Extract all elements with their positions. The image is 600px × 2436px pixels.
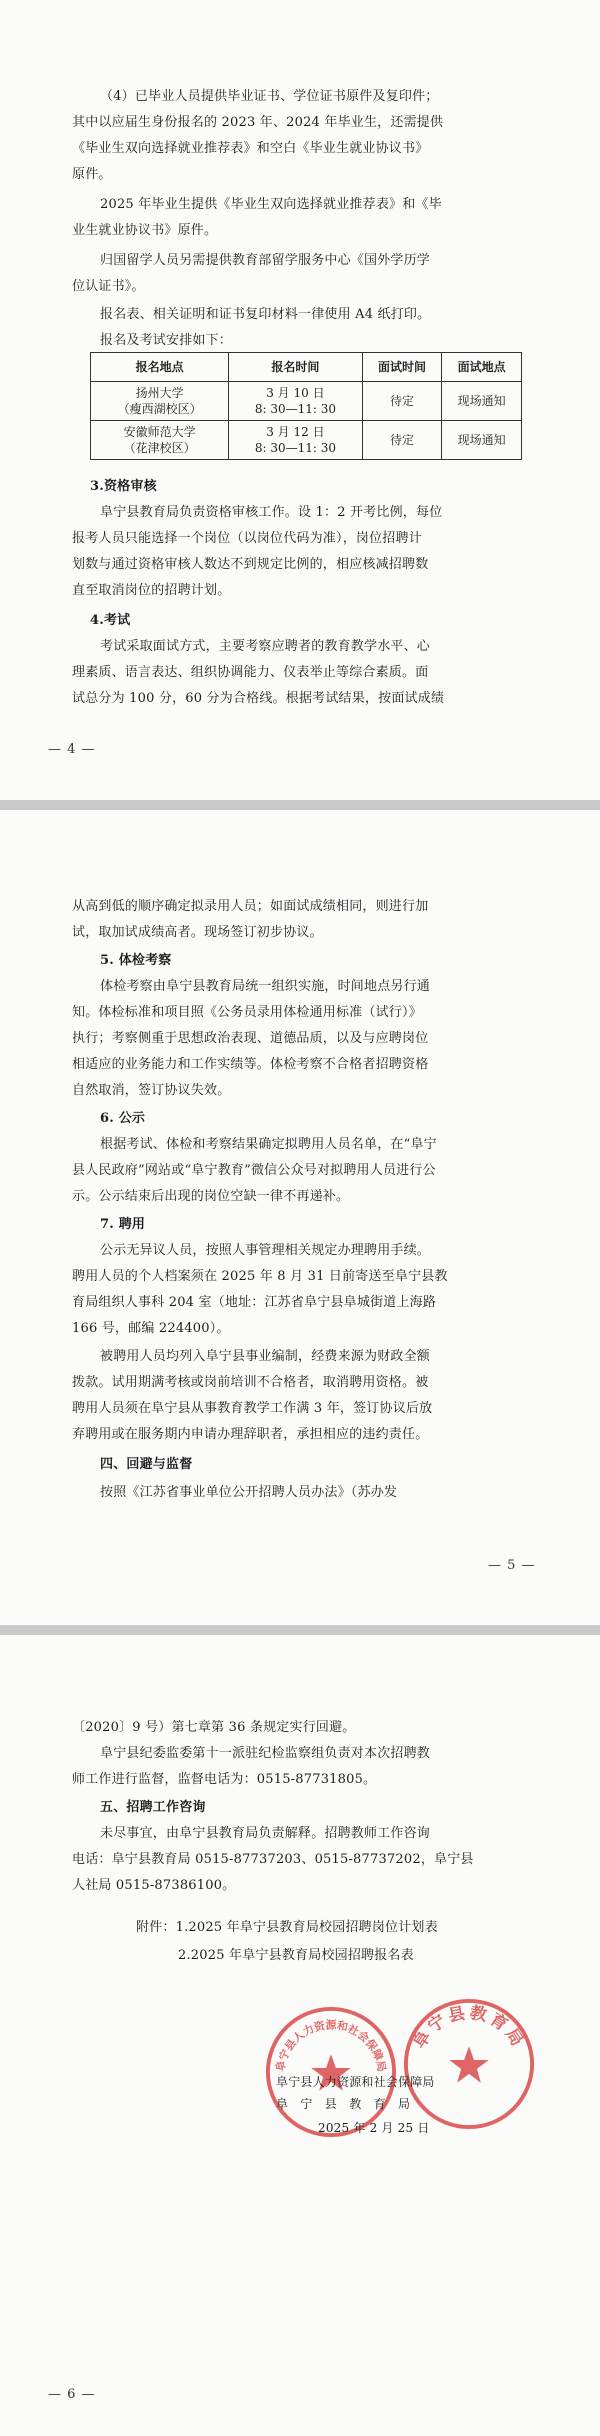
text-line: 位认证书》。 bbox=[72, 279, 145, 294]
text-line: 业生就业协议书》原件。 bbox=[72, 223, 218, 238]
cell-line: 3 月 10 日 bbox=[266, 386, 325, 400]
seal-edu-graphic bbox=[400, 1995, 538, 2133]
text-line: 电话：阜宁县教育局 0515-87737203、0515-87737202，阜宁县 bbox=[72, 1852, 474, 1867]
table-header: 面试地点 bbox=[442, 353, 522, 382]
cell-line: 安徽师范大学 bbox=[123, 425, 196, 439]
text-line: 从高到低的顺序确定拟录用人员；如面试成绩相同，则进行加 bbox=[72, 899, 429, 914]
text-line: 划数与通过资格审核人数达不到规定比例的，相应核减招聘数 bbox=[72, 557, 429, 572]
page-number: — 4 — bbox=[48, 742, 96, 757]
text-line: 166 号，邮编 224400）。 bbox=[72, 1321, 230, 1336]
table-header: 面试时间 bbox=[362, 353, 442, 382]
table-cell-interview-place: 现场通知 bbox=[442, 382, 522, 421]
text-line: 阜宁县纪委监委第十一派驻纪检监察组负责对本次招聘教 bbox=[100, 1746, 431, 1761]
education-bureau-seal bbox=[400, 1995, 538, 2133]
signature-hr-bureau: 阜宁县人力资源和社会保障局 bbox=[276, 2075, 435, 2089]
text-line: 县人民政府”网站或“阜宁教育”微信公众号对拟聘用人员进行公 bbox=[72, 1163, 436, 1178]
text-line: 知。体检标准和项目照《公务员录用体检通用标准（试行）》 bbox=[72, 1005, 422, 1020]
table-cell-interview-time: 待定 bbox=[362, 382, 442, 421]
table-cell-interview-place: 现场通知 bbox=[442, 421, 522, 460]
cell-line: （瘦西湖校区） bbox=[117, 402, 202, 416]
text-line: 体检考察由阜宁县教育局统一组织实施，时间地点另行通 bbox=[100, 979, 431, 994]
page-5 bbox=[0, 810, 600, 1625]
text-line: 未尽事宜，由阜宁县教育局负责解释。招聘教师工作咨询 bbox=[100, 1826, 431, 1841]
page-number: — 5 — bbox=[488, 1558, 536, 1573]
table-header-row bbox=[91, 353, 522, 382]
text-line: 拨款。试用期满考核或岗前培训不合格者，取消聘用资格。被 bbox=[72, 1375, 429, 1390]
table-header: 报名时间 bbox=[229, 353, 363, 382]
text-line: 师工作进行监督，监督电话为：0515-87731805。 bbox=[72, 1772, 377, 1787]
page-number: — 6 — bbox=[48, 2387, 96, 2402]
text-line: 聘用人员的个人档案须在 2025 年 8 月 31 日前寄送至阜宁县教 bbox=[72, 1269, 448, 1284]
text-line: 试总分为 100 分，60 分为合格线。根据考试结果，按面试成绩 bbox=[72, 691, 445, 706]
text-line: 〔2020〕9 号）第七章第 36 条规定实行回避。 bbox=[72, 1720, 356, 1735]
text-line: 育局组织人事科 204 室（地址：江苏省阜宁县阜城街道上海路 bbox=[72, 1295, 437, 1310]
text-line: 根据考试、体检和考察结果确定拟聘用人员名单，在“阜宁 bbox=[100, 1137, 437, 1152]
svg-text:阜宁县教育局 bbox=[409, 2002, 530, 2052]
cell-line: （花津校区） bbox=[123, 441, 196, 455]
text-line: 相适应的业务能力和工作实绩等。体检考察不合格者招聘资格 bbox=[72, 1057, 429, 1072]
table-cell-time bbox=[229, 421, 363, 460]
text-line: 原件。 bbox=[72, 167, 112, 182]
signature-education-bureau: 阜 宁 县 教 育 局 bbox=[276, 2097, 411, 2111]
text-line: 示。公示结束后出现的岗位空缺一律不再递补。 bbox=[72, 1189, 350, 1204]
text-line: 报名表、相关证明和证书复印材料一律使用 A4 纸打印。 bbox=[100, 307, 431, 322]
text-line: 其中以应届生身份报名的 2023 年、2024 年毕业生，还需提供 bbox=[72, 115, 444, 130]
section-heading: 5. 体检考察 bbox=[100, 953, 172, 968]
text-line: 2025 年毕业生提供《毕业生双向选择就业推荐表》和《毕 bbox=[100, 197, 442, 212]
section-heading: 3.资格审核 bbox=[90, 479, 157, 494]
text-line: 人社局 0515-87386100。 bbox=[72, 1878, 236, 1893]
text-line: 执行；考察侧重于思想政治表现、道德品质，以及与应聘岗位 bbox=[72, 1031, 429, 1046]
table-cell-place bbox=[91, 421, 229, 460]
table-row bbox=[91, 421, 522, 460]
text-line: 直至取消岗位的招聘计划。 bbox=[72, 583, 231, 598]
text-line: 阜宁县教育局负责资格审核工作。设 1：2 开考比例，每位 bbox=[100, 505, 443, 520]
table-cell-place bbox=[91, 382, 229, 421]
attachment-line: 附件：1.2025 年阜宁县教育局校园招聘岗位计划表 bbox=[136, 1920, 438, 1935]
section-heading: 4.考试 bbox=[90, 613, 131, 628]
text-line: 按照《江苏省事业单位公开招聘人员办法》（苏办发 bbox=[100, 1485, 398, 1500]
text-line: 被聘用人员均列入阜宁县事业编制，经费来源为财政全额 bbox=[100, 1349, 431, 1364]
text-line: 弃聘用或在服务期内申请办理辞职者，承担相应的违约责任。 bbox=[72, 1427, 429, 1442]
table-header: 报名地点 bbox=[91, 353, 229, 382]
seal-hr-text: 阜宁县人力资源和社会保障局 bbox=[273, 2018, 389, 2073]
section-heading: 四、回避与监督 bbox=[100, 1457, 193, 1472]
cell-line: 扬州大学 bbox=[135, 386, 184, 400]
cell-line: 8: 30—11: 30 bbox=[254, 441, 336, 455]
text-line: （4）已毕业人员提供毕业证书、学位证书原件及复印件； bbox=[100, 89, 439, 104]
text-line: 聘用人员须在阜宁县从事教育教学工作满 3 年，签订协议后放 bbox=[72, 1401, 433, 1416]
cell-line: 8: 30—11: 30 bbox=[254, 402, 336, 416]
issue-date: 2025 年 2 月 25 日 bbox=[318, 2121, 430, 2135]
table-row bbox=[91, 382, 522, 421]
page-4 bbox=[0, 0, 600, 800]
text-line: 报名及考试安排如下： bbox=[100, 333, 233, 348]
table-cell-interview-time: 待定 bbox=[362, 421, 442, 460]
registration-schedule-table bbox=[90, 352, 522, 460]
attachment-line: 2.2025 年阜宁县教育局校园招聘报名表 bbox=[178, 1948, 414, 1963]
text-line: 《毕业生双向选择就业推荐表》和空白《毕业生就业协议书》 bbox=[72, 141, 429, 156]
section-heading: 6. 公示 bbox=[100, 1111, 146, 1126]
text-line: 公示无异议人员，按照人事管理相关规定办理聘用手续。 bbox=[100, 1243, 431, 1258]
text-line: 考试采取面试方式，主要考察应聘者的教育教学水平、心 bbox=[100, 639, 431, 654]
text-line: 报考人员只能选择一个岗位（以岗位代码为准），岗位招聘计 bbox=[72, 531, 422, 546]
cell-line: 3 月 12 日 bbox=[266, 425, 325, 439]
table-cell-time bbox=[229, 382, 363, 421]
text-line: 归国留学人员另需提供教育部留学服务中心《国外学历学 bbox=[100, 253, 431, 268]
text-line: 自然取消，签订协议失效。 bbox=[72, 1083, 231, 1098]
seal-edu-text: 阜宁县教育局 bbox=[408, 2001, 530, 2052]
text-line: 理素质、语言表达、组织协调能力、仪表举止等综合素质。面 bbox=[72, 665, 429, 680]
text-line: 试，取加试成绩高者。现场签订初步协议。 bbox=[72, 925, 323, 940]
section-heading: 7. 聘用 bbox=[100, 1217, 146, 1232]
page-6 bbox=[0, 1635, 600, 2436]
section-heading: 五、招聘工作咨询 bbox=[100, 1800, 206, 1815]
